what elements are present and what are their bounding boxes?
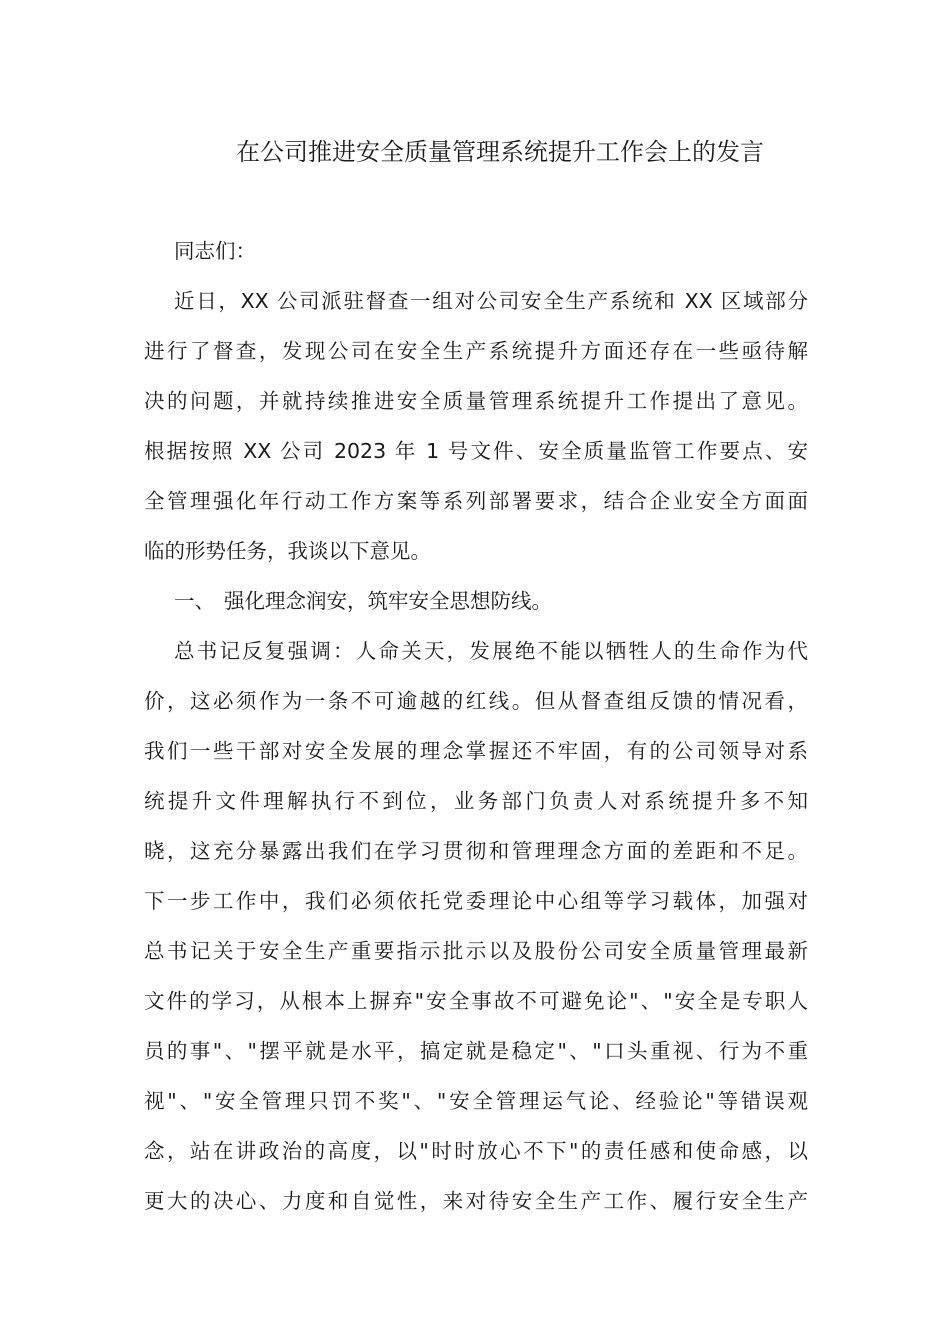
paragraph-line: 全管理强化年行动工作方案等系列部署要求，结合企业安全方面面 — [144, 489, 808, 513]
paragraph-line: 统提升文件理解执行不到位，业务部门负责人对系统提升多不知 — [144, 789, 808, 813]
paragraph-line: 视"、"安全管理只罚不奖"、"安全管理运气论、经验论"等错误观 — [144, 1089, 808, 1113]
section-number: 一、 — [174, 589, 215, 613]
document-title: 在公司推进安全质量管理系统提升工作会上的发言 — [236, 138, 764, 166]
paragraph-line: 决的问题，并就持续推进安全质量管理系统提升工作提出了意见。 — [144, 389, 808, 413]
paragraph-line: 进行了督查，发现公司在安全生产系统提升方面还存在一些亟待解 — [144, 339, 808, 363]
paragraph-line: 下一步工作中，我们必须依托党委理论中心组等学习载体，加强对 — [144, 889, 808, 913]
paragraph-line: 总书记反复强调：人命关天，发展绝不能以牺牲人的生命作为代 — [174, 639, 808, 663]
paragraph-line: 近日，XX 公司派驻督查一组对公司安全生产系统和 XX 区域部分 — [174, 289, 808, 313]
paragraph-line: 价，这必须作为一条不可逾越的红线。但从督查组反馈的情况看， — [144, 689, 808, 713]
paragraph-line: 晓，这充分暴露出我们在学习贯彻和管理理念方面的差距和不足。 — [144, 839, 808, 863]
paragraph-line: 总书记关于安全生产重要指示批示以及股份公司安全质量管理最新 — [144, 939, 808, 963]
section-heading-text: 强化理念润安，筑牢安全思想防线。 — [224, 589, 552, 613]
paragraph-line: 文件的学习，从根本上摒弃"安全事故不可避免论"、"安全是专职人 — [144, 989, 808, 1013]
greeting: 同志们： — [174, 239, 256, 263]
section-heading — [144, 576, 808, 626]
paragraph-line: 更大的决心、力度和自觉性，来对待安全生产工作、履行安全生产 — [144, 1189, 808, 1213]
paragraph-line: 念，站在讲政治的高度，以"时时放心不下"的责任感和使命感，以 — [144, 1139, 808, 1163]
paragraph-line: 我们一些干部对安全发展的理念掌握还不牢固，有的公司领导对系 — [144, 739, 808, 763]
document-body — [144, 226, 808, 1226]
paragraph-line: 根据按照 XX 公司 2023 年 1 号文件、安全质量监管工作要点、安 — [144, 439, 808, 463]
paragraph-line: 临的形势任务，我谈以下意见。 — [144, 539, 431, 563]
paragraph-line: 员的事"、"摆平就是水平，搞定就是稳定"、"口头重视、行为不重 — [144, 1039, 808, 1063]
